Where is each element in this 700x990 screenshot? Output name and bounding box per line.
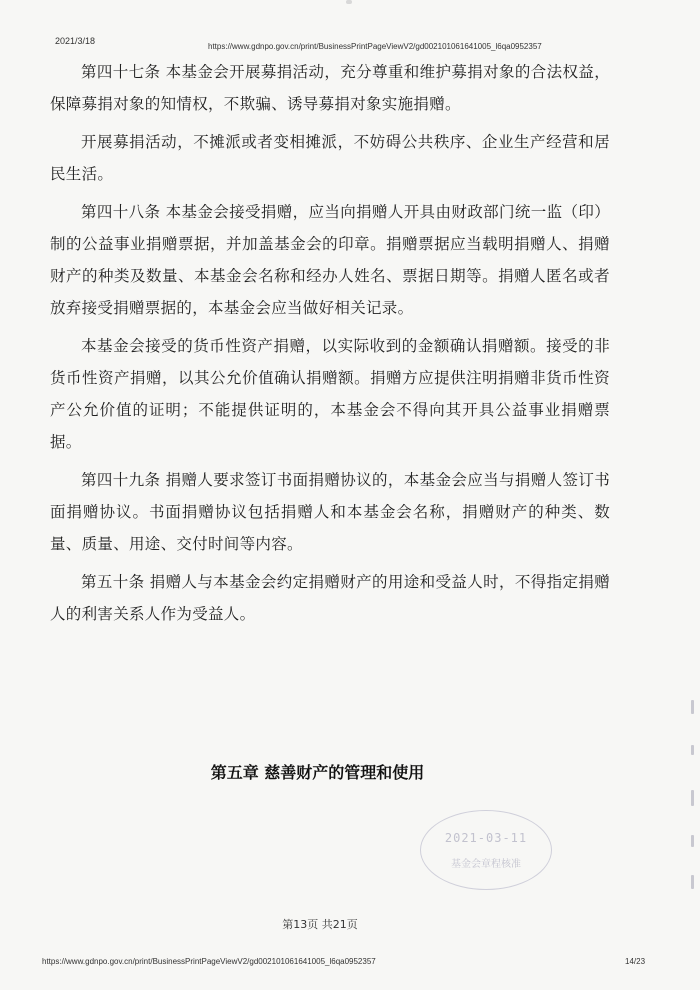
article-47-paragraph-2: 开展募捐活动，不摊派或者变相摊派，不妨碍公共秩序、企业生产经营和居民生活。 bbox=[50, 133, 610, 183]
binding-mark bbox=[691, 700, 694, 714]
scan-artifact bbox=[346, 0, 352, 4]
article-50: 第五十条 捐赠人与本基金会约定捐赠财产的用途和受益人时，不得指定捐赠人的利害关系人作为受益人。 bbox=[50, 573, 610, 623]
binding-mark bbox=[691, 745, 694, 755]
header-url[interactable]: https://www.gdnpo.gov.cn/print/BusinessPrintPageViewV2/gd002101061641005_l6qa0952357 bbox=[208, 42, 542, 51]
article-49: 第四十九条 捐赠人要求签订书面捐赠协议的，本基金会应当与捐赠人签订书面捐赠协议。书面捐赠协议包括捐赠人和本基金会名称，捐赠财产的种类、数量、质量、用途、交付时间等内容。 bbox=[50, 471, 610, 553]
footer-page-count: 14/23 bbox=[625, 957, 646, 966]
chapter-title: 第五章 慈善财产的管理和使用 bbox=[210, 763, 425, 782]
page-number: 第13页 共21页 bbox=[282, 918, 358, 931]
approval-stamp bbox=[420, 810, 552, 890]
stamp-label: 基金会章程核准 bbox=[451, 859, 521, 870]
article-48: 第四十八条 本基金会接受捐赠，应当向捐赠人开具由财政部门统一监（印）制的公益事业捐赠票据，并加盖基金会的印章。捐赠票据应当载明捐赠人、捐赠财产的种类及数量、本基金会名称和经办人姓名、票据日期等。捐赠人匿名或者放弃接受捐赠票据的，本基金会应当做好相关记录。 bbox=[50, 203, 610, 317]
binding-mark bbox=[691, 790, 694, 806]
footer-url[interactable]: https://www.gdnpo.gov.cn/print/BusinessPrintPageViewV2/gd002101061641005_l6qa0952357 bbox=[42, 957, 376, 966]
stamp-date: 2021-03-11 bbox=[444, 831, 528, 845]
binding-mark bbox=[691, 875, 694, 889]
document-body bbox=[50, 56, 610, 630]
print-date: 2021/3/18 bbox=[55, 36, 96, 46]
article-47: 第四十七条 本基金会开展募捐活动，充分尊重和维护募捐对象的合法权益，保障募捐对象的知情权，不欺骗、诱导募捐对象实施捐赠。 bbox=[50, 63, 610, 113]
article-48-paragraph-2: 本基金会接受的货币性资产捐赠，以实际收到的金额确认捐赠额。接受的非货币性资产捐赠，以其公允价值确认捐赠额。捐赠方应提供注明捐赠非货币性资产公允价值的证明；不能提供证明的，本基金会不得向其开具公益事业捐赠票据。 bbox=[50, 337, 610, 451]
binding-mark bbox=[691, 835, 694, 847]
